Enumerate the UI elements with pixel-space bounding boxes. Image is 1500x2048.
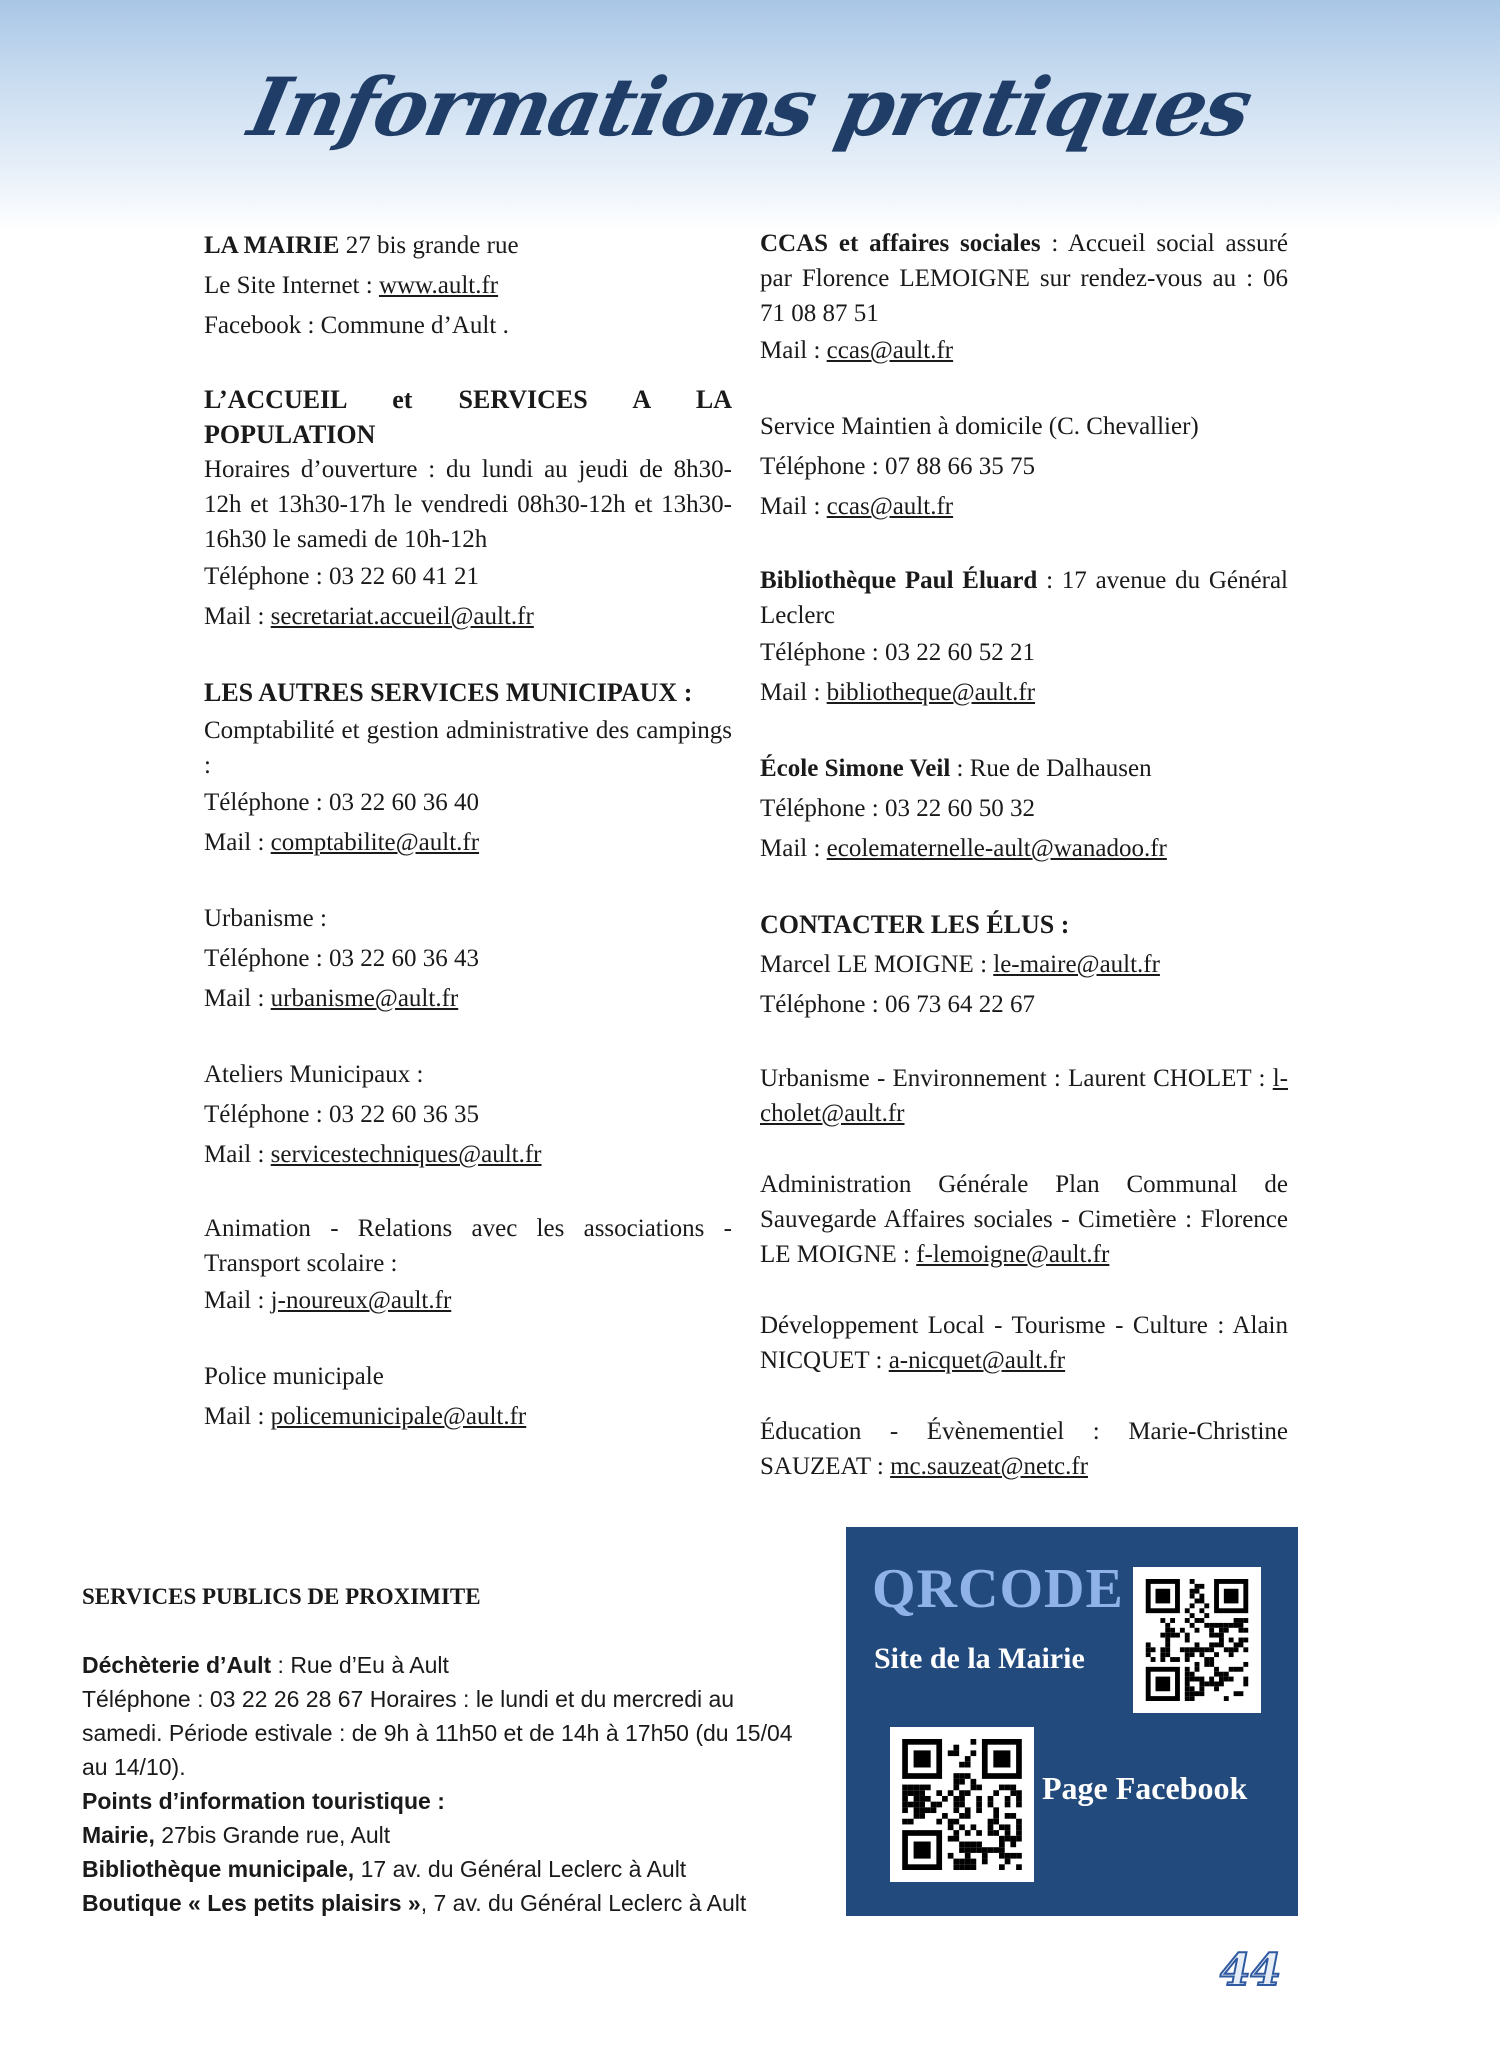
police-block [204, 1357, 732, 1437]
lemoigne-mail-link[interactable]: f-lemoigne@ault.fr [916, 1241, 1110, 1268]
point-boutique-addr: , 7 av. du Général Leclerc à Ault [420, 1890, 747, 1916]
urba-phone: Téléphone : 03 22 60 36 43 [204, 945, 479, 972]
accueil-mail-label: Mail : [204, 603, 271, 630]
ecole-title: École Simone Veil [760, 755, 951, 782]
qr-site-code[interactable] [1133, 1567, 1261, 1713]
ateliers-label: Ateliers Municipaux : [204, 1061, 424, 1088]
maire-label: Marcel LE MOIGNE : [760, 951, 994, 978]
urba-mail-label: Mail : [204, 985, 271, 1012]
point-mairie-addr: 27bis Grande rue, Ault [154, 1822, 391, 1848]
ccas-mail-label: Mail : [760, 337, 827, 364]
qr-code-icon [902, 1739, 1022, 1870]
points-title: Points d’information touristique : [82, 1788, 445, 1814]
dechet-addr: : Rue d’Eu à Ault [271, 1652, 449, 1678]
maintien-block [760, 407, 1288, 527]
anim-block [204, 1211, 732, 1321]
maire-phone: Téléphone : 06 73 64 22 67 [760, 991, 1035, 1018]
biblio-title: Bibliothèque Paul Éluard [760, 567, 1038, 594]
qr-title: QRCODE [872, 1558, 1124, 1620]
anim-mail-link[interactable]: j-noureux@ault.fr [270, 1287, 452, 1314]
maintien-mail-link[interactable]: ccas@ault.fr [826, 493, 954, 520]
facebook-text: Facebook : Commune d’Ault . [204, 312, 509, 339]
biblio-mail-label: Mail : [760, 679, 827, 706]
nicquet-label: Développement Local - Tourisme - Culture : Alain NICQUET : [760, 1312, 1288, 1374]
anim-mail-label: Mail : [204, 1287, 271, 1314]
ccas-block [760, 226, 1288, 371]
proximity-title: SERVICES PUBLICS DE PROXIMITE [82, 1584, 481, 1609]
qr-facebook-code[interactable] [890, 1727, 1034, 1882]
dechet-name: Déchèterie d’Ault [82, 1652, 272, 1678]
cholet-label: Urbanisme - Environnement : Laurent CHOLET : [760, 1065, 1273, 1092]
dechet-info: Téléphone : 03 22 26 28 67 Horaires : le lundi et du mercredi au samedi. Période estivale : de 9h à 11h50 et de 14h à 17h50 (du 15/04 au 14/10). [82, 1686, 793, 1780]
ateliers-block [204, 1055, 732, 1175]
urba-mail-link[interactable]: urbanisme@ault.fr [270, 985, 459, 1012]
compta-mail-label: Mail : [204, 829, 271, 856]
proximity-section [82, 1580, 802, 1920]
sauzeat-block [760, 1414, 1288, 1484]
nicquet-block [760, 1308, 1288, 1378]
ecole-mail-label: Mail : [760, 835, 827, 862]
site-label: Le Site Internet : [204, 272, 379, 299]
ecole-address: : Rue de Dalhausen [950, 755, 1152, 782]
accueil-title: L’ACCUEIL et SERVICES A LA POPULATION [204, 385, 732, 449]
maintien-phone: Téléphone : 07 88 66 35 75 [760, 453, 1035, 480]
police-label: Police municipale [204, 1363, 384, 1390]
mairie-address: 27 bis grande rue [339, 232, 519, 259]
biblio-mail-link[interactable]: bibliotheque@ault.fr [826, 679, 1036, 706]
accueil-hours: Horaires d’ouverture : du lundi au jeudi de 8h30-12h et 13h30-17h le vendredi 08h30-12h et 13h30-16h30 le samedi de 10h-12h [204, 456, 732, 553]
autres-title: LES AUTRES SERVICES MUNICIPAUX : [204, 678, 693, 707]
point-mairie-name: Mairie, [82, 1822, 155, 1848]
qr-facebook-label: Page Facebook [1042, 1770, 1248, 1806]
sauzeat-label: Éducation - Évènementiel : Marie-Christine SAUZEAT : [760, 1418, 1288, 1480]
qr-code-icon [1145, 1579, 1249, 1701]
qr-panel [846, 1527, 1298, 1916]
ecole-phone: Téléphone : 03 22 60 50 32 [760, 795, 1035, 822]
lemoigne-label: Administration Générale Plan Communal de Sauvegarde Affaires sociales - Cimetière : Florence LE MOIGNE : [760, 1171, 1288, 1268]
point-biblio-name: Bibliothèque municipale, [82, 1856, 355, 1882]
anim-label: Animation - Relations avec les associations - Transport scolaire : [204, 1215, 732, 1277]
elus-block [760, 905, 1288, 1025]
autres-block [204, 673, 732, 863]
ccas-mail-link[interactable]: ccas@ault.fr [826, 337, 954, 364]
urba-block [204, 899, 732, 1019]
ecole-mail-link[interactable]: ecolematernelle-ault@wanadoo.fr [826, 835, 1167, 862]
qr-site-label: Site de la Mairie [874, 1642, 1085, 1675]
accueil-phone: Téléphone : 03 22 60 41 21 [204, 563, 479, 590]
police-mail-label: Mail : [204, 1403, 271, 1430]
right-column [760, 226, 1288, 1520]
cholet-block [760, 1061, 1288, 1131]
urba-label: Urbanisme : [204, 905, 327, 932]
police-mail-link[interactable]: policemunicipale@ault.fr [270, 1403, 527, 1430]
page-number: 44 [1220, 1945, 1282, 1996]
sauzeat-mail-link[interactable]: mc.sauzeat@netc.fr [890, 1453, 1089, 1480]
ateliers-phone: Téléphone : 03 22 60 36 35 [204, 1101, 479, 1128]
mairie-name: LA MAIRIE [204, 232, 340, 259]
compta-phone: Téléphone : 03 22 60 36 40 [204, 789, 479, 816]
accueil-mail-link[interactable]: secretariat.accueil@ault.fr [270, 603, 534, 630]
maire-mail-link[interactable]: le-maire@ault.fr [993, 951, 1160, 978]
mairie-block [204, 226, 732, 346]
compta-mail-link[interactable]: comptabilite@ault.fr [270, 829, 480, 856]
biblio-address: : 17 avenue du Général Leclerc [760, 567, 1288, 629]
ateliers-mail-label: Mail : [204, 1141, 271, 1168]
lemoigne-block [760, 1167, 1288, 1272]
left-column [204, 226, 732, 1473]
elus-title: CONTACTER LES ÉLUS : [760, 910, 1070, 939]
page-title: Informations pratiques [241, 60, 1259, 154]
maintien-label: Service Maintien à domicile (C. Chevallier) [760, 413, 1199, 440]
ccas-text: : Accueil social assuré par Florence LEMOIGNE sur rendez-vous au : 06 71 08 87 51 [760, 230, 1288, 327]
point-biblio-addr: 17 av. du Général Leclerc à Ault [354, 1856, 687, 1882]
maintien-mail-label: Mail : [760, 493, 827, 520]
point-boutique-name: Boutique « Les petits plaisirs » [82, 1890, 421, 1916]
compta-label: Comptabilité et gestion administrative des campings : [204, 717, 732, 779]
ecole-block [760, 749, 1288, 869]
ateliers-mail-link[interactable]: servicestechniques@ault.fr [270, 1141, 542, 1168]
biblio-phone: Téléphone : 03 22 60 52 21 [760, 639, 1035, 666]
cholet-mail-link[interactable]: l-cholet@ault.fr [760, 1065, 1288, 1127]
biblio-block [760, 563, 1288, 713]
ccas-title: CCAS et affaires sociales [760, 230, 1041, 257]
nicquet-mail-link[interactable]: a-nicquet@ault.fr [888, 1347, 1066, 1374]
site-link[interactable]: www.ault.fr [378, 272, 499, 299]
accueil-block [204, 382, 732, 637]
